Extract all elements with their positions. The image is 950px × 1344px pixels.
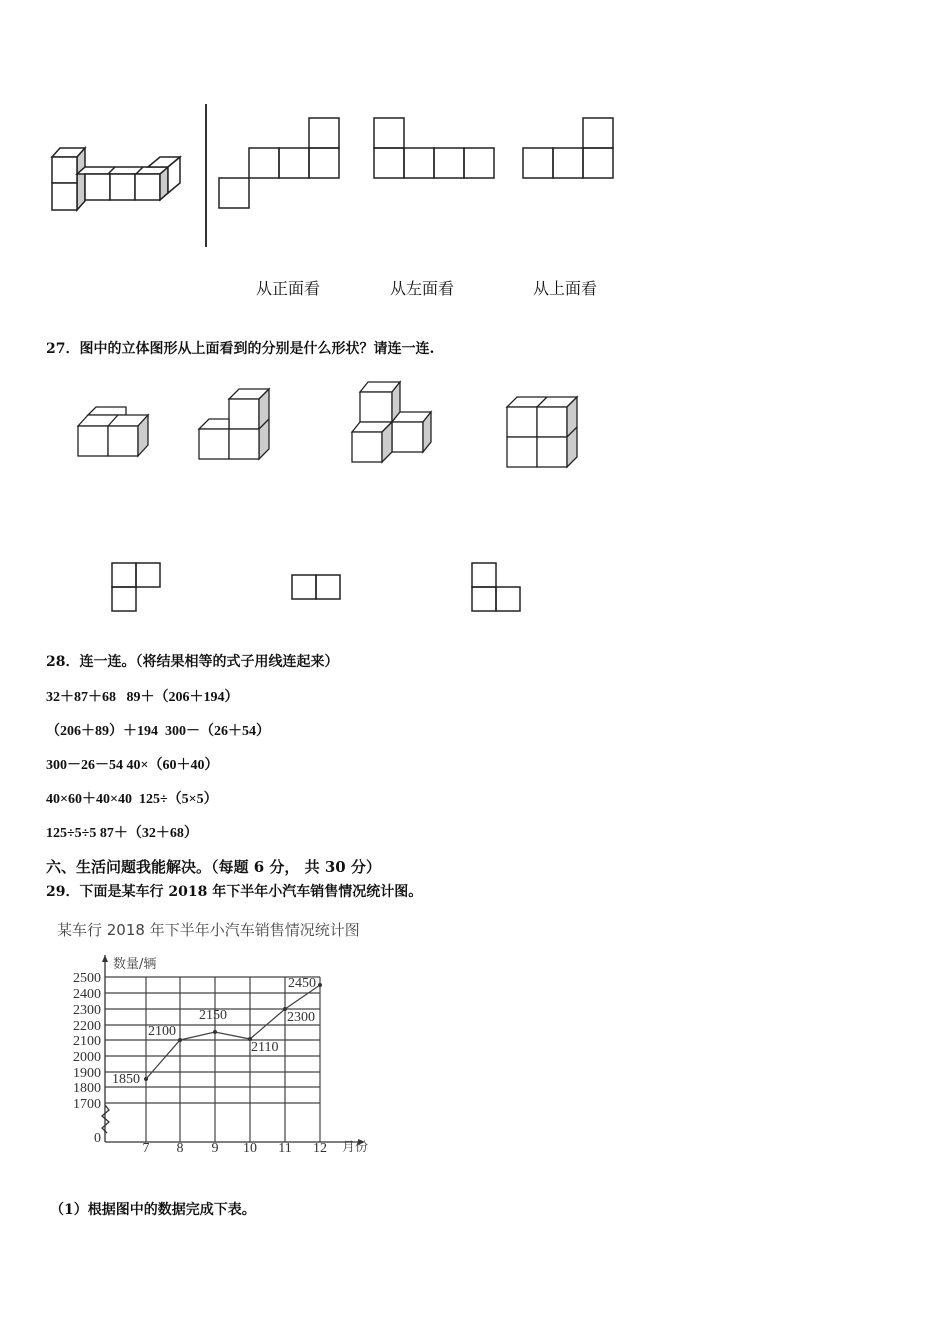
top-view-grid [522,117,615,180]
left-view-grid [373,117,496,180]
svg-text:9: 9 [211,1141,219,1156]
expr-left: （206＋89）＋194 [46,724,158,739]
svg-text:2110: 2110 [251,1040,279,1055]
expr-left: 125÷5÷5 [46,826,97,841]
q29-title: 29．下面是某车行 2018 年下半年小汽车销售情况统计图。 [46,884,423,900]
front-view-label: 从正面看 [256,279,321,298]
left-view-label: 从左面看 [390,279,455,298]
svg-text:2000: 2000 [73,1050,101,1065]
expr-left: 300－26－54 [46,758,123,773]
q28-row-5 [46,822,198,842]
q27-top-shape-2 [291,574,343,602]
chart-title: 某车行 2018 年下半年小汽车销售情况统计图 [57,921,360,939]
svg-text:2100: 2100 [73,1034,101,1049]
svg-text:0: 0 [94,1131,101,1146]
q28-row-2 [46,720,270,740]
svg-text:1900: 1900 [73,1066,101,1081]
q27-solid-1 [76,405,151,457]
svg-text:12: 12 [313,1141,327,1156]
svg-text:1850: 1850 [112,1072,140,1087]
q28-title: 28．连一连。（将结果相等的式子用线连起来） [46,654,339,670]
q27-title: 27．图中的立体图形从上面看到的分别是什么形状？请连一连. [46,341,435,357]
q27-top-shape-1 [111,562,163,614]
svg-text:2400: 2400 [73,987,101,1002]
q27-top-shape-3 [471,562,523,614]
q29-sub1: （1）根据图中的数据完成下表。 [50,1202,256,1218]
svg-text:2300: 2300 [287,1010,315,1025]
svg-text:2100: 2100 [148,1024,176,1039]
svg-text:2500: 2500 [73,971,101,986]
svg-text:1700: 1700 [73,1097,101,1112]
top-view-label: 从上面看 [533,279,598,298]
svg-text:7: 7 [142,1141,150,1156]
sales-line-chart [55,955,385,1160]
svg-text:10: 10 [243,1141,257,1156]
svg-text:2150: 2150 [199,1008,227,1023]
q26-solid-figure [48,145,188,215]
x-axis-label: 月份 [342,1140,369,1155]
svg-text:2450: 2450 [288,976,316,991]
expr-right: 87＋（32＋68） [99,826,198,841]
expr-left: 40×60＋40×40 [46,792,132,807]
svg-text:2300: 2300 [73,1003,101,1018]
q27-solid-4 [505,396,580,470]
svg-text:11: 11 [278,1141,292,1156]
q28-row-3 [46,754,218,774]
expr-right: 125÷（5×5） [138,792,218,807]
expr-right: 89＋（206＋194） [126,690,239,705]
svg-text:8: 8 [176,1141,184,1156]
q28-row-1 [46,686,239,706]
front-view-grid [218,117,340,210]
divider-line [205,104,207,247]
svg-text:2200: 2200 [73,1019,101,1034]
q27-solid-3 [350,380,435,464]
q27-solid-2 [197,388,272,461]
expr-right: 300－（26＋54） [165,724,270,739]
expr-right: 40×（60＋40） [126,758,219,773]
y-axis-label: 数量/辆 [113,957,157,972]
section-6-title: 六、生活问题我能解决。（每题 6 分， 共 30 分） [46,858,381,876]
expr-left: 32＋87＋68 [46,690,116,705]
svg-text:1800: 1800 [73,1081,101,1096]
q28-row-4 [46,788,218,808]
